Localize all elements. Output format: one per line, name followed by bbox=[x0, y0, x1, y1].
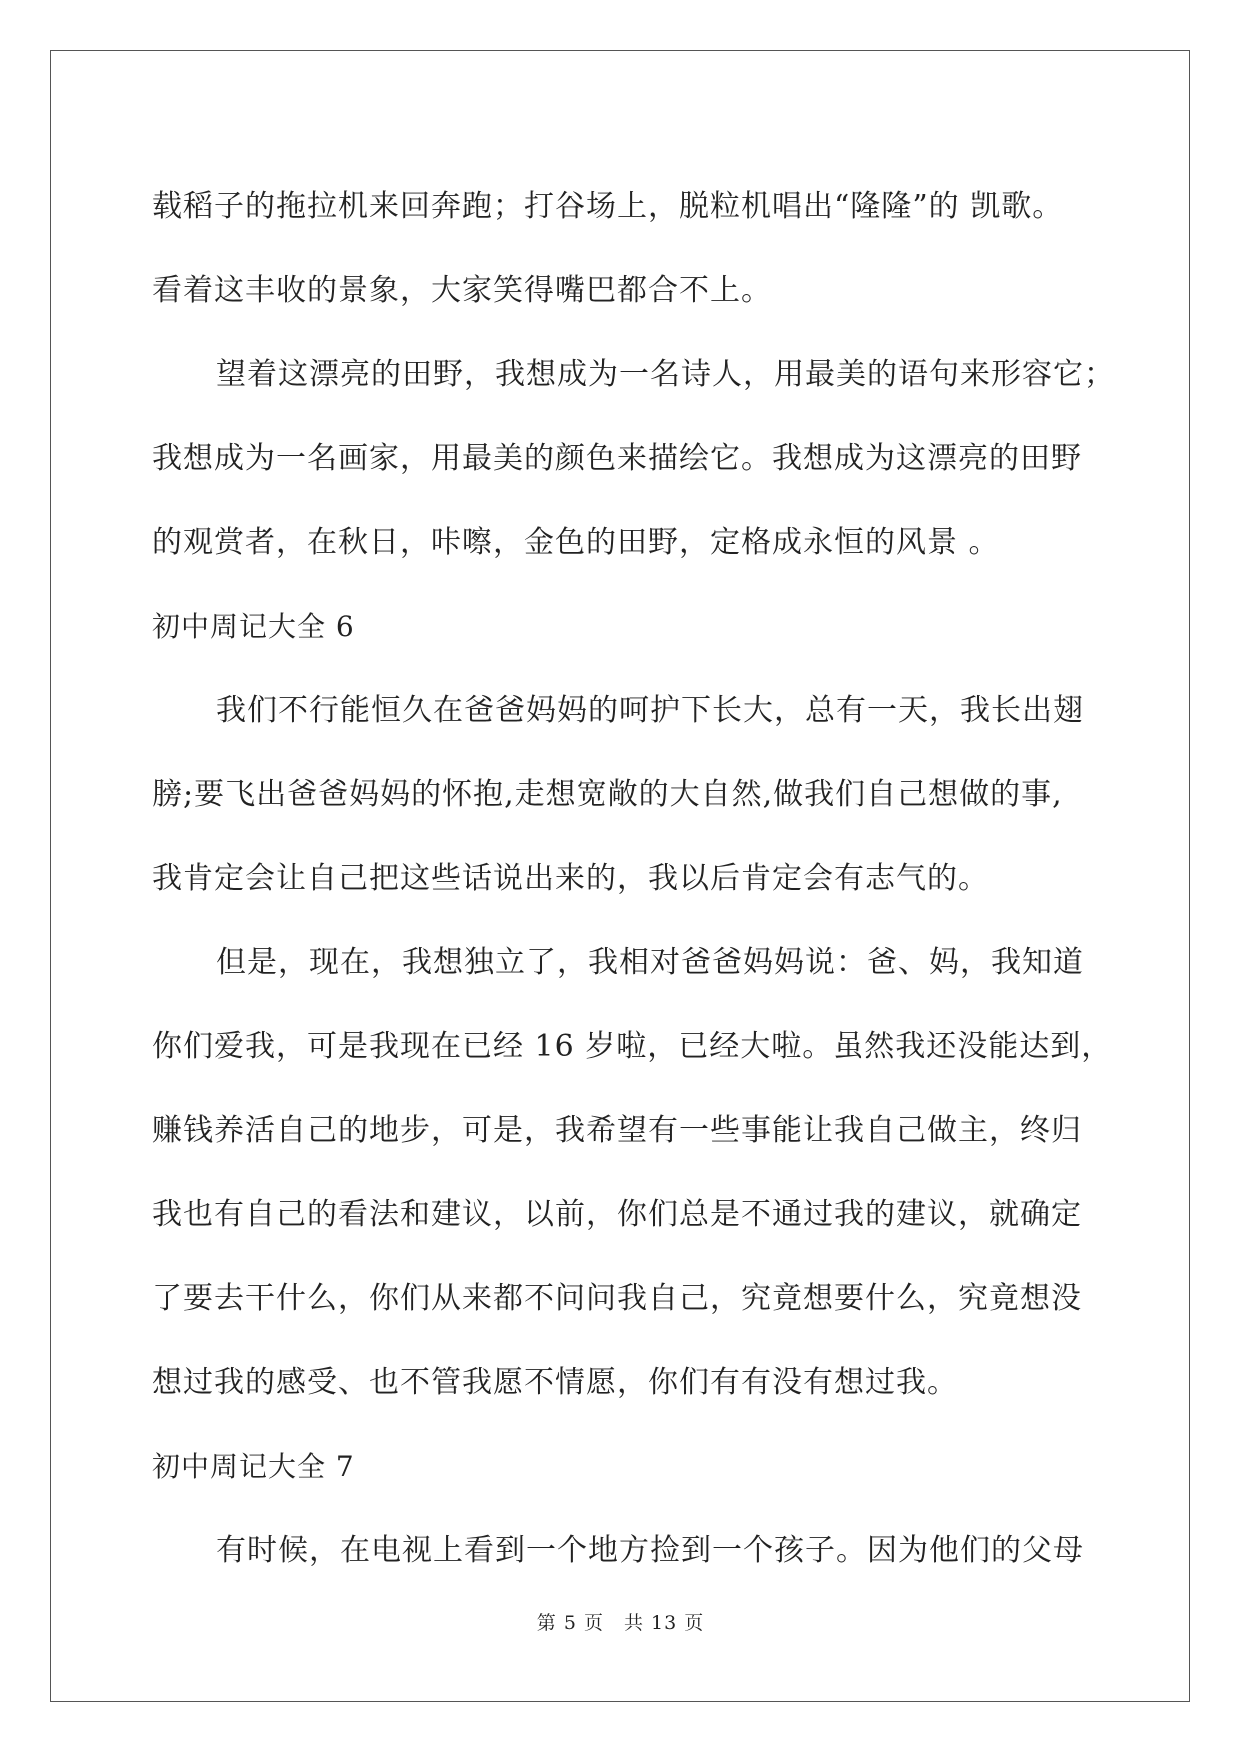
paragraph-line: 望着这漂亮的田野，我想成为一名诗人，用最美的语句来形容它； bbox=[216, 357, 1115, 392]
paragraph-line: 的观赏者，在秋日，咔嚓，金色的田野，定格成永恒的风景 。 bbox=[152, 525, 1000, 560]
paragraph-line: 但是，现在，我想独立了，我相对爸爸妈妈说：爸、妈，我知道 bbox=[216, 945, 1084, 980]
section-heading: 初中周记大全 7 bbox=[152, 1450, 355, 1483]
paragraph-line: 看着这丰收的景象，大家笑得嘴巴都合不上。 bbox=[152, 273, 772, 308]
document-body bbox=[152, 165, 1115, 1593]
paragraph-line: 我肯定会让自己把这些话说出来的，我以后肯定会有志气的。 bbox=[152, 861, 989, 896]
section-heading: 初中周记大全 6 bbox=[152, 610, 355, 643]
page-number-footer: 第 5 页 共 13 页 bbox=[536, 1612, 705, 1634]
paragraph-line: 我们不行能恒久在爸爸妈妈的呵护下长大，总有一天，我长出翅 bbox=[216, 693, 1084, 728]
paragraph-line: 有时候，在电视上看到一个地方捡到一个孩子。因为他们的父母 bbox=[216, 1533, 1084, 1568]
paragraph-line: 你们爱我，可是我现在已经 16 岁啦，已经大啦。虽然我还没能达到， bbox=[152, 1029, 1113, 1064]
paragraph-line: 载稻子的拖拉机来回奔跑；打谷场上，脱粒机唱出“隆隆”的 凯歌。 bbox=[152, 189, 1064, 224]
paragraph-line: 赚钱养活自己的地步，可是，我希望有一些事能让我自己做主，终归 bbox=[152, 1113, 1082, 1148]
paragraph-line: 我想成为一名画家，用最美的颜色来描绘它。我想成为这漂亮的田野 bbox=[152, 441, 1082, 476]
paragraph-line: 想过我的感受、也不管我愿不情愿，你们有有没有想过我。 bbox=[152, 1365, 958, 1400]
paragraph-line: 膀;要飞出爸爸妈妈的怀抱,走想宽敞的大自然,做我们自己想做的事, bbox=[152, 777, 1063, 812]
paragraph-line: 了要去干什么，你们从来都不问问我自己，究竟想要什么，究竟想没 bbox=[152, 1281, 1082, 1316]
paragraph-line: 我也有自己的看法和建议，以前，你们总是不通过我的建议，就确定 bbox=[152, 1197, 1082, 1232]
